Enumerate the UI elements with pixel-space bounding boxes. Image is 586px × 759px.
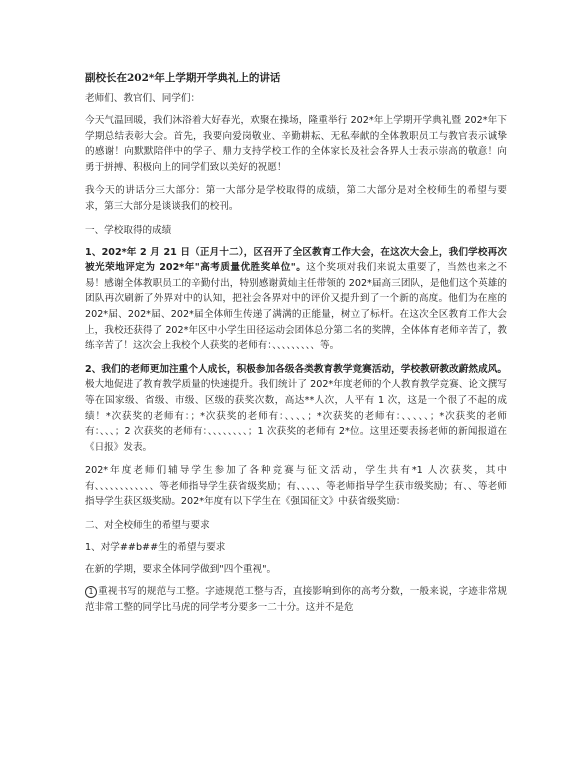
achievement-1-lead: 1、202*年 2 月 21 日（正月十二），区召开了全区教育工作大会，在这次大会上，我们学校再次被光荣地评定为 202*年"高考质量优胜奖单位"。	[85, 246, 507, 274]
section-heading-achievements: 一、学校取得的成绩	[85, 224, 172, 236]
subheading-students: 1、对学##b##生的希望与要求	[85, 542, 226, 554]
paragraph-outline: 我今天的讲话分三大部分：第一大部分是学校取得的成绩，第二大部分是对全校师生的希望与要求，第三大部分是谈谈我们的校刊。	[85, 185, 507, 212]
list-item-1	[85, 584, 507, 615]
circled-number-1: 1	[85, 586, 97, 598]
paragraph-four-priorities: 在新的学期，要求全体同学做到"四个重视"。	[85, 564, 277, 576]
achievement-1-text: 这个奖项对我们来说太重要了，当然也来之不易！感谢全体教职员工的辛勤付出，特别感谢黄灿主任带领的 202*届高三团队，是他们这个英雄的团队再次刷新了外界对中的认知，把社会各界对中的评价又提升到了一个新的高度。他们为在座的 202*届、202*届、202*届全体师生传递了满满的正能量，树立了标杆。在这次全区教育工作大会上，我校还获得了 202*年区中小学生田径运动会团体总分第二名的奖牌，全体体育老师辛苦了，教练辛苦了！这次会上我校个人获奖的老师有：、、、、、、、、、等。	[85, 262, 507, 352]
greeting: 老师们、教官们、同学们：	[85, 93, 201, 104]
paragraph-opening: 今天气温回暖，我们沐浴着大好春光，欢聚在操场，隆重举行 202*年上学期开学典礼暨 202*年下学期总结表彰大会。首先，我要向爱岗敬业、辛勤耕耘、无私奉献的全体教职员工与教官表示诚挚的感谢！向默默陪伴中的学子、鼎力支持学校工作的全体家长及社会各界人士表示崇高的敬意！向勇于拼搏、积极向上的同学们致以美好的祝愿！	[85, 115, 507, 173]
paragraph-achievement-2	[85, 362, 507, 456]
section-heading-expectations: 二、对全校师生的希望与要求	[85, 520, 210, 532]
paragraph-achievement-1	[85, 245, 507, 354]
achievement-2-lead: 2、我们的老师更加注重个人成长，积极参加各级各类教育教学竞赛活动，学校教研教改蔚然成风。	[85, 363, 507, 375]
document-body	[85, 71, 507, 623]
list-item-1-text: 重视书写的规范与工整。字迹规范工整与否，直接影响到你的高考分数，一般来说，字迹非常规范非常工整的同学比马虎的同学考分要多一二十分。这并不是危	[85, 586, 507, 613]
paragraph-student-awards: 202*年度老师们辅导学生参加了各种竞赛与征文活动，学生共有*1 人次获奖，其中有、、、、、、、、、、、、等老师指导学生获省级奖励；有、、、、、等老师指导学生获市级奖励；有、、等老师指导学生获区级奖励。202*年度有以下学生在《强国征文》中获省级奖励：	[85, 465, 507, 508]
document-title: 副校长在202*年上学期开学典礼上的讲话	[85, 72, 281, 84]
achievement-2-text: 极大地促进了教育教学质量的快速提升。我们统计了 202*年度老师的个人教育教学竞赛、论文撰写等在国家级、省级、市级、区级的获奖次数，高达**人次，人平有 1 次，这是一个很了不起的成绩！*次获奖的老师有：；*次获奖的老师有：、、、、；*次获奖的老师有：、、、、、；*次获奖的老师有：、、、；2 次获奖的老师有：、、、、、、、、；1 次获奖的老师有 2*位。这里还要表扬老师的新闻报道在《日报》发表。	[85, 379, 507, 453]
